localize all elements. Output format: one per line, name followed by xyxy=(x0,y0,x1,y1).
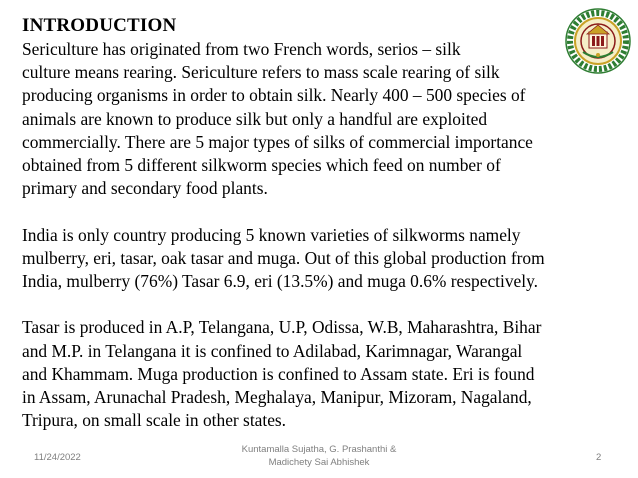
slide-number: 2 xyxy=(596,452,602,463)
paragraph-spacer xyxy=(22,200,622,223)
text-line: commercially. There are 5 major types of silks of commercial importance xyxy=(22,131,533,152)
text-line: culture means rearing. Sericulture refers to mass scale rearing of silk xyxy=(22,62,500,83)
text-line: and Khammam. Muga production is confined to Assam state. Eri is found xyxy=(22,363,535,384)
text-line: India, mulberry (76%) Tasar 6.9, eri (13.5%) and muga 0.6% respectively. xyxy=(22,271,538,292)
university-emblem-icon xyxy=(565,8,631,74)
author-line: Madichety Sai Abhishek xyxy=(268,457,370,468)
text-line: producing organisms in order to obtain silk. Nearly 400 – 500 species of xyxy=(22,85,526,106)
slide-body xyxy=(22,38,622,432)
text-line: Sericulture has originated from two French words, serios – silk xyxy=(22,39,461,59)
text-line: India is only country producing 5 known varieties of silkworms namely xyxy=(22,224,521,245)
paragraph-india-production xyxy=(22,224,622,294)
text-line: and M.P. in Telangana it is confined to Adilabad, Karimnagar, Warangal xyxy=(22,340,523,361)
text-line: mulberry, eri, tasar, oak tasar and muga. Out of this global production from xyxy=(22,247,545,268)
text-line: in Assam, Arunachal Pradesh, Meghalaya, Manipur, Mizoram, Nagaland, xyxy=(22,387,532,408)
footer-author xyxy=(210,443,428,469)
text-line: Tripura, on small scale in other states. xyxy=(22,410,287,431)
footer-date: 11/24/2022 xyxy=(34,452,81,463)
text-line: primary and secondary food plants. xyxy=(22,178,268,199)
text-line: obtained from 5 different silkworm species which feed on number of xyxy=(22,155,501,176)
paragraph-tasar-regions xyxy=(22,316,622,432)
paragraph-spacer xyxy=(22,293,622,316)
text-line: animals are known to produce silk but only a handful are exploited xyxy=(22,108,488,129)
text-line: Tasar is produced in A.P, Telangana, U.P, Odissa, W.B, Maharashtra, Bihar xyxy=(22,317,542,338)
slide-title: INTRODUCTION xyxy=(22,15,177,36)
paragraph-origin xyxy=(22,38,622,200)
author-line: Kuntamalla Sujatha, G. Prashanthi & xyxy=(241,444,397,455)
